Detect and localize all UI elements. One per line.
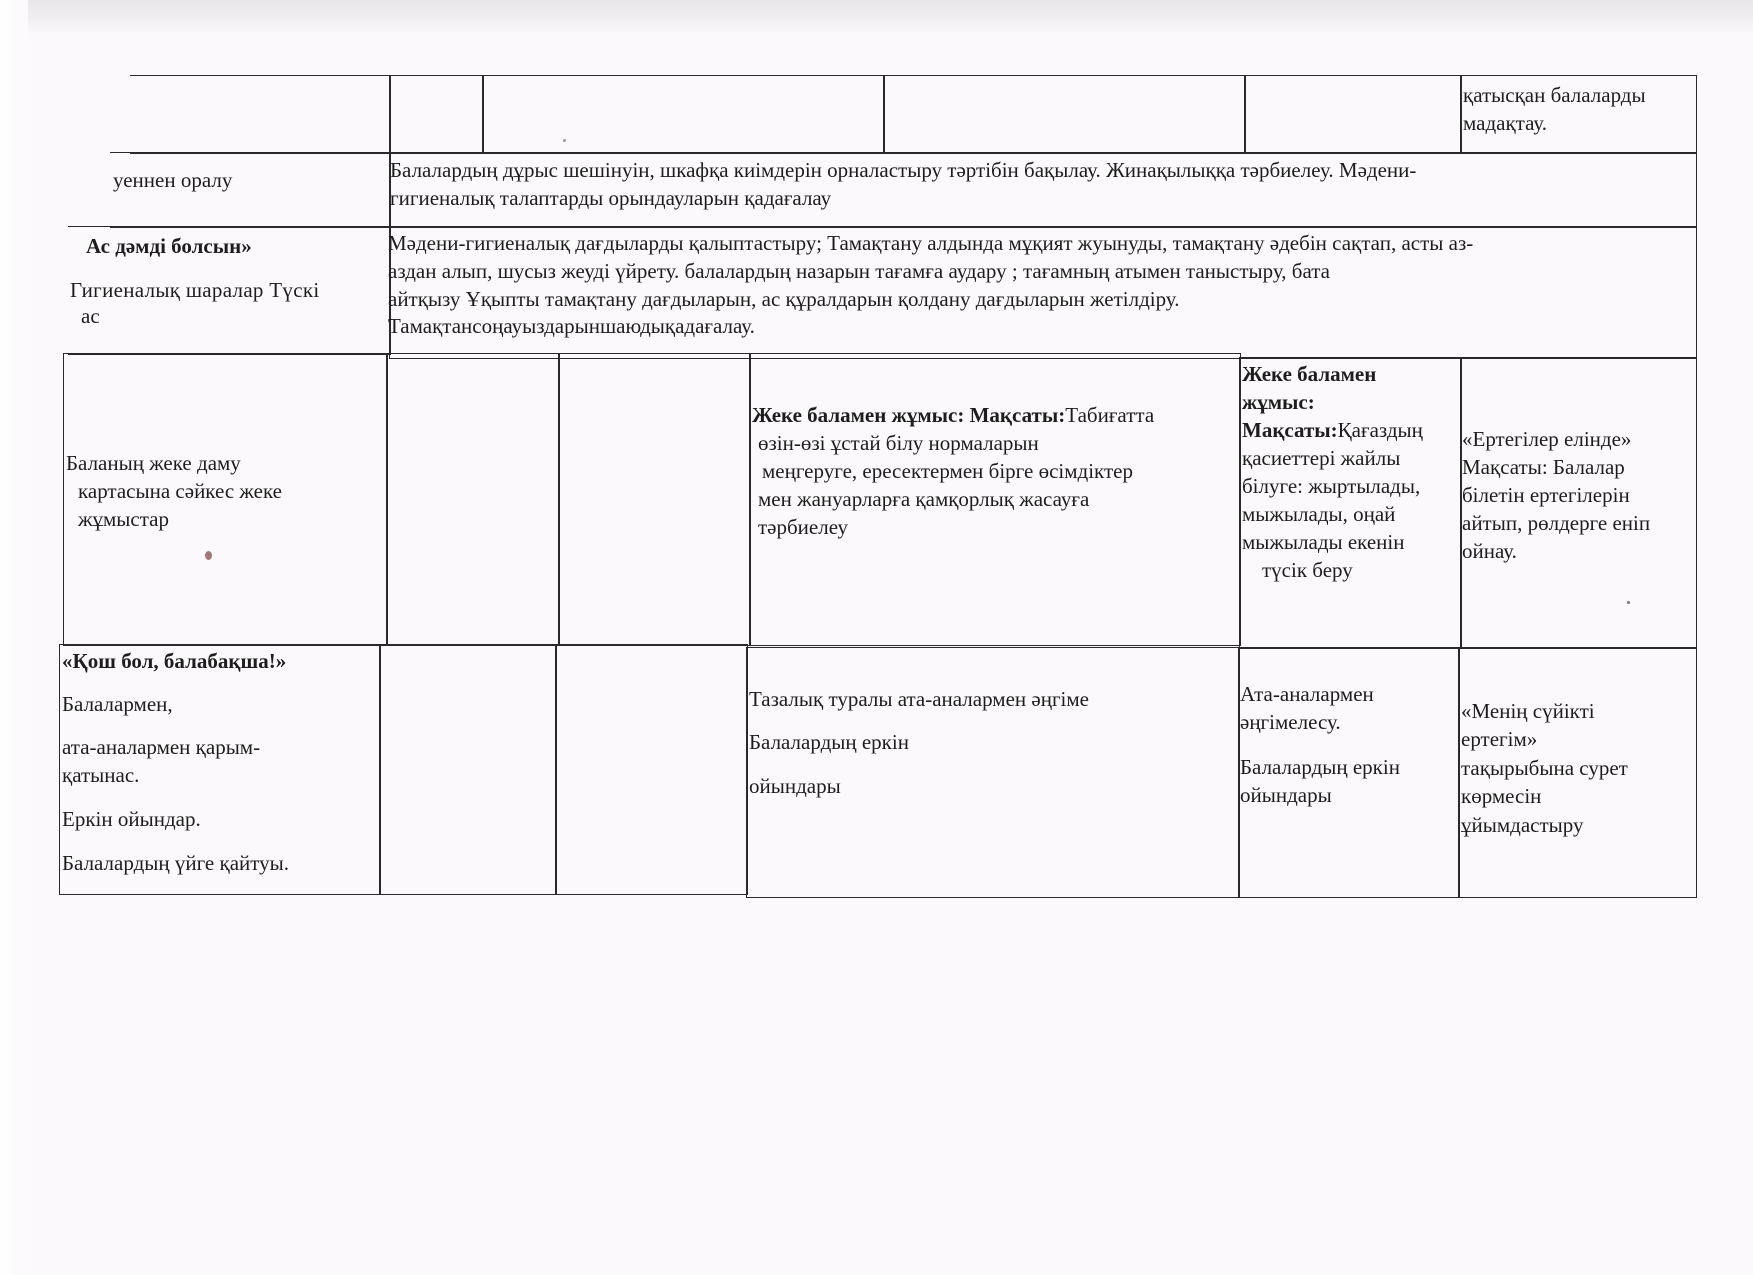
row-individual-col4-line4: мен жануарларға қамқорлық жасауға [758, 487, 1090, 511]
row-goodbye-label-line5: Балалардың үйге қайтуы. [62, 851, 290, 875]
row-goodbye-col5-line4: ойындары [1240, 783, 1332, 807]
row-individual-col5-line5: білуге: жыртылады, [1242, 474, 1421, 498]
row-individual-col5-bold-line2: жұмыс: [1242, 390, 1315, 414]
row-return-text-line1: Балалардың дұрыс шешінуін, шкафқа киімдерін орналастыру тәртібін бақылау. Жинақылыққа тәрбиелеу. Мәдени- [390, 158, 1417, 182]
row-goodbye-col5-line2: әңгімелесу. [1240, 710, 1341, 734]
row-top-cell-3 [482, 75, 885, 154]
row-return-text-line2: гигиеналық талаптарды орындауларын қадағалау [390, 186, 832, 210]
row-lunch-text-line1: Мәдени-гигиеналық дағдыларды қалыптастыру; Тамақтану алдында мұқият жуынуды, тамақтану әдебін сақтап, асты аз- [388, 231, 1474, 255]
row-individual-col4-heading: Жеке баламен жұмыс: Мақсаты: [752, 403, 1066, 427]
row-individual-col4-line2: өзін-өзі ұстай білу нормаларын [758, 431, 1039, 455]
row-individual-col6-line4: айтып, рөлдерге еніп [1462, 511, 1651, 535]
scan-speck [1627, 601, 1630, 604]
scan-speck [563, 139, 566, 142]
row-goodbye-label-line4: Еркін ойындар. [62, 807, 201, 831]
row-individual-col6-line5: ойнау. [1462, 539, 1517, 563]
row-individual-col6-line2: Мақсаты: Балалар [1462, 455, 1625, 479]
row-top-cell-1 [130, 75, 391, 154]
row-top-cell-5 [1244, 75, 1462, 154]
row-goodbye-col5-line3: Балалардың еркін [1240, 755, 1400, 779]
row-individual-col5-line7: мыжылады екенін [1242, 530, 1405, 554]
row-lunch-label-line3: ас [81, 304, 100, 328]
row-top-col6-line2: мадақтау. [1463, 111, 1548, 135]
row-goodbye-col5-line1: Ата-аналармен [1240, 682, 1374, 706]
row-individual-col4-line1 [752, 401, 1154, 429]
row-lunch-text-line3: айтқызу Ұқыпты тамақтану дағдыларын, ас құралдарын қолдану дағдыларын жетілдіру. [388, 287, 1180, 311]
row-top-cell-2 [389, 75, 484, 154]
row-individual-label-line1: Баланың жеке даму [66, 451, 241, 475]
row-goodbye-label-line2: ата-аналармен қарым- [62, 735, 261, 759]
row-goodbye-cell-3 [555, 644, 748, 895]
row-goodbye-label-title: «Қош бол, балабақша!» [62, 649, 287, 673]
row-individual-col4-first: Табиғатта [1065, 403, 1155, 427]
row-individual-label-line2: картасына сәйкес жеке [78, 479, 282, 503]
row-goodbye-label-line1: Балалармен, [62, 692, 173, 716]
row-individual-col6-line1: «Ертегілер елінде» [1462, 427, 1632, 451]
row-individual-col4-line5: тәрбиелеу [758, 515, 849, 539]
row-goodbye-col6-line5: ұйымдастыру [1461, 813, 1584, 837]
row-individual-col5-first: Қағаздың [1337, 418, 1423, 442]
row-top-cell-4 [883, 75, 1246, 154]
row-individual-col5-goal-label: Мақсаты: [1242, 418, 1338, 442]
row-individual-col5-bold-line1: Жеке баламен [1242, 362, 1377, 386]
row-goodbye-cell-2 [379, 644, 557, 895]
row-individual-col6-line3: білетін ертегілерін [1462, 483, 1630, 507]
row-goodbye-col4-line1: Тазалық туралы ата-аналармен әңгіме [749, 687, 1089, 711]
row-individual-cell-3 [558, 353, 751, 646]
row-lunch-text-line4: Тамақтансоңауыздарыншаюдықадағалау. [388, 314, 755, 338]
row-goodbye-label-line3: қатынас. [62, 763, 140, 787]
row-return-label: уеннен оралу [113, 168, 233, 192]
row-individual-col5-line3 [1242, 416, 1423, 444]
row-individual-col4-line3: меңгеруге, ересектермен бірге өсімдіктер [762, 459, 1133, 483]
row-goodbye-col6-line4: көрмесін [1461, 784, 1542, 808]
row-individual-label-line3: жұмыстар [78, 507, 169, 531]
row-goodbye-col6-line1: «Менің сүйікті [1461, 699, 1595, 723]
row-goodbye-col6-line2: ертегім» [1461, 727, 1538, 751]
scan-speck [205, 551, 212, 560]
row-top-col6-line1: қатысқан балаларды [1463, 83, 1646, 107]
row-goodbye-col6-line3: тақырыбына сурет [1461, 756, 1628, 780]
row-goodbye-col4-line2: Балалардың еркін [749, 730, 909, 754]
row-lunch-text-line2: аздан алып, шусыз жеуді үйрету. балалардың назарын тағамға аудару ; тағамның атымен таныстыру, бата [388, 259, 1330, 283]
row-lunch-label-title: Ас дәмді болсын» [86, 234, 252, 258]
row-individual-col5-line8: түсік беру [1262, 558, 1353, 582]
row-goodbye-col4-line3: ойындары [749, 774, 841, 798]
row-individual-col5-line4: қасиеттері жайлы [1242, 446, 1401, 470]
row-individual-cell-2 [386, 353, 560, 646]
row-individual-col5-line6: мыжылады, оңай [1242, 502, 1396, 526]
row-lunch-label-line2: Гигиеналық шаралар Түскі [70, 278, 320, 302]
